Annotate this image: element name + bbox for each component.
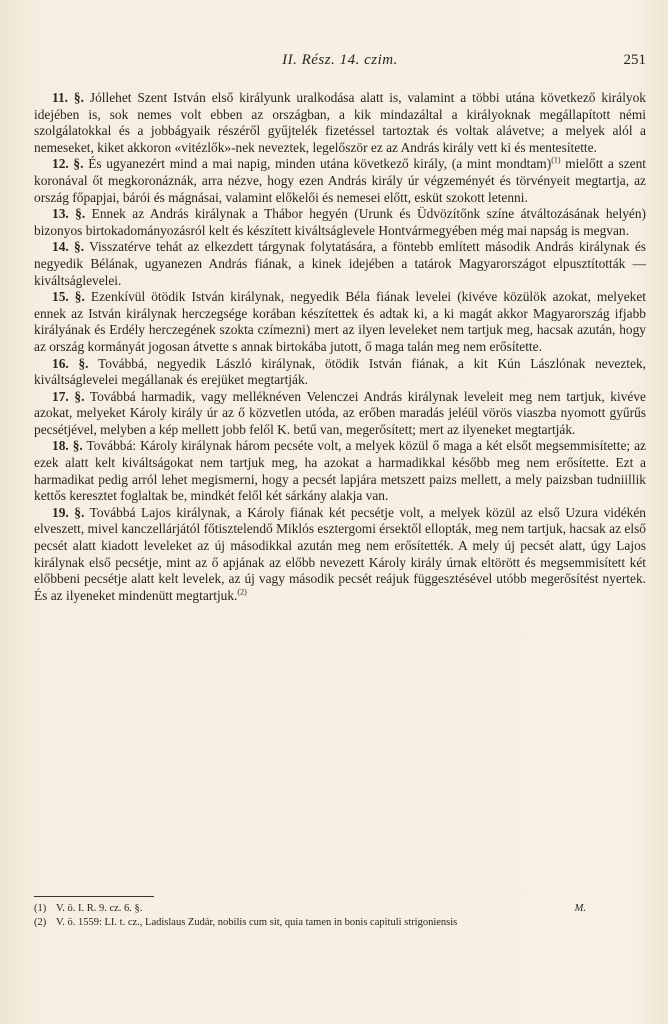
footnote-2 (34, 916, 646, 930)
footnote-ref: (1) (551, 155, 561, 165)
section-number: 12. §. (52, 156, 84, 172)
paragraph-text: Továbbá, negyedik László királynak, ötödik István fiának, a kit Kún Lászlónak neveztek, kiváltságlevelei megállanak és erejüket megtartják. (34, 355, 646, 388)
section-number: 11. §. (52, 90, 84, 105)
paragraph-17 (34, 389, 646, 439)
paragraph-13 (34, 206, 646, 239)
footnote-mark: (1) (34, 903, 47, 914)
paragraph-18 (34, 438, 646, 504)
footnote-author: M. (574, 903, 586, 914)
section-number: 13. §. (52, 206, 86, 222)
footnote-ref: (2) (237, 587, 247, 597)
section-number: 18. §. (52, 438, 83, 454)
paragraph-14 (34, 239, 646, 289)
page-number: 251 (623, 52, 646, 68)
footnotes (34, 902, 646, 929)
paragraph-text: Ennek az András királynak a Thábor hegyén (Urunk és Üdvözítőnk színe átváltozásának helyén) bizonyos birtokadományozásról kelt és készített kiváltságlevele Hontvármegyében még mai napság is megvan. (34, 206, 646, 238)
paragraph-text: Visszatérve tehát az elkezdett tárgynak folytatására, a föntebb említett második András királynak és negyedik Bélának, ugyanezen András fiának, a kinek idejében a tatárok Magyarországot elpusztították — kiváltságlevelei. (34, 239, 646, 288)
paragraph-15 (34, 289, 646, 355)
paragraph-text: Jóllehet Szent István első királyunk uralkodása alatt is, valamint a többi utána következő királyok idejében is, sok nemes volt ebben az országban, a kik mindazáltal a királyoknak megállapított némi szolgálatokkal és a jobbágyaik részéről gyűjtelék fizetéssel tartoztak és voltak alávetve; a melyek alól a nemeseket, kiket akkoron «vitézlők»-nek neveztek, legelőször ez az András király vett ki és mentesítette. (34, 90, 646, 155)
footnote-text: V. ö. I. R. 9. cz. 6. §. (56, 903, 143, 914)
section-number: 17. §. (52, 388, 85, 404)
paragraph-16 (34, 356, 646, 389)
footnote-mark: (2) (34, 916, 47, 928)
section-number: 14. §. (52, 239, 85, 255)
section-number: 19. §. (52, 504, 85, 520)
footnote-text: V. ö. 1559: LI. t. cz., Ladislaus Zudár, nobilis cum sit, quia tamen in bonis capituli strigoniensis (56, 916, 458, 928)
section-number: 16. §. (52, 355, 89, 371)
body-text (34, 90, 646, 604)
paragraph-11 (34, 90, 646, 156)
paragraph-19 (34, 505, 646, 605)
page-header (34, 52, 646, 72)
paragraph-text: Továbbá harmadik, vagy melléknéven Velenczei András királynak leveleit meg nem tartjuk, kivéve azokat, melyeket Károly király úr az ő közvetlen utóda, az erőben maradás jeléül vörös viaszba nyomott gyűrűs pecsétjével, melyben a kép mellett jobb felől K. betű van, megerősített; mert az ilyeneket megtartják. (34, 388, 646, 437)
section-number: 15. §. (52, 289, 85, 305)
running-title: II. Rész. 14. czim. (282, 52, 398, 68)
paragraph-text: Továbbá Lajos királynak, a Károly fiának két pecsétje volt, a melyek közül az első Uzura vidékén elveszett, mivel kanczellárjától főtisztelendő Miklós esztergomi érsektől ellopták, meg nem tartjuk, hacsak az első pecsét alatt kiadott leveleket az új másodikkal azután meg nem erősítették. A mely új pecsét alatt, úgy Lajos királynak első pecsétje, mint az ő apjának az előbb nevezett Károly király úrnak eltörött és megsemmisített két előbbeni pecsétje alatt kelt levelek, az új vagy második pecsét reájuk függesztésével utóbb megerősítést nyertek. És az ilyeneket mindenütt megtartjuk. (34, 504, 646, 603)
paragraph-text-cont: mielőtt a szent koronával őt megkoronáznák, arra nézve, hogy ezen András király úr végzeményét és törvényeit megtartja, az ország főpapjai, bárói és mágnásai, valamint előkelői és nemesei előtt, esküt szokott letenni. (34, 156, 646, 205)
footnote-1 (34, 902, 646, 916)
paragraph-text: Továbbá: Károly királynak három pecséte volt, a melyek közül ő maga a két elsőt megsemmisítette; az ezek alatt kelt kiváltságokat nem tartjuk meg, ha azokat a harmadikkal később meg nem erősítette. Ezt a harmadikat pedig arról lehet megismerni, hogy a pecsét lapjára metszett paizs mellett, a mely paizsban tudniillik kettős keresztet foglaltak be, mindkét felől két sárkány alakja van. (34, 438, 646, 504)
paragraph-text: Ezenkívül ötödik István királynak, negyedik Béla fiának levelei (kivéve közülök azokat, melyeket ennek az István királynak herczegsége korában készítettek és adtak ki, a ki magát akkor Magyarország ifjabb királyának és Erdély herczegének szokta czímezni) mert az ilyen leveleket nem tartjuk meg, hacsak azután, hogy az ország kormányát jogosan átvette s annak birtokába jutott, ő maga talán meg nem erősítette. (34, 289, 647, 354)
paragraph-12 (34, 156, 646, 206)
footnote-divider (34, 896, 154, 897)
paragraph-text: És ugyanezért mind a mai napig, minden utána következő király, (a mint mondtam) (88, 156, 552, 172)
